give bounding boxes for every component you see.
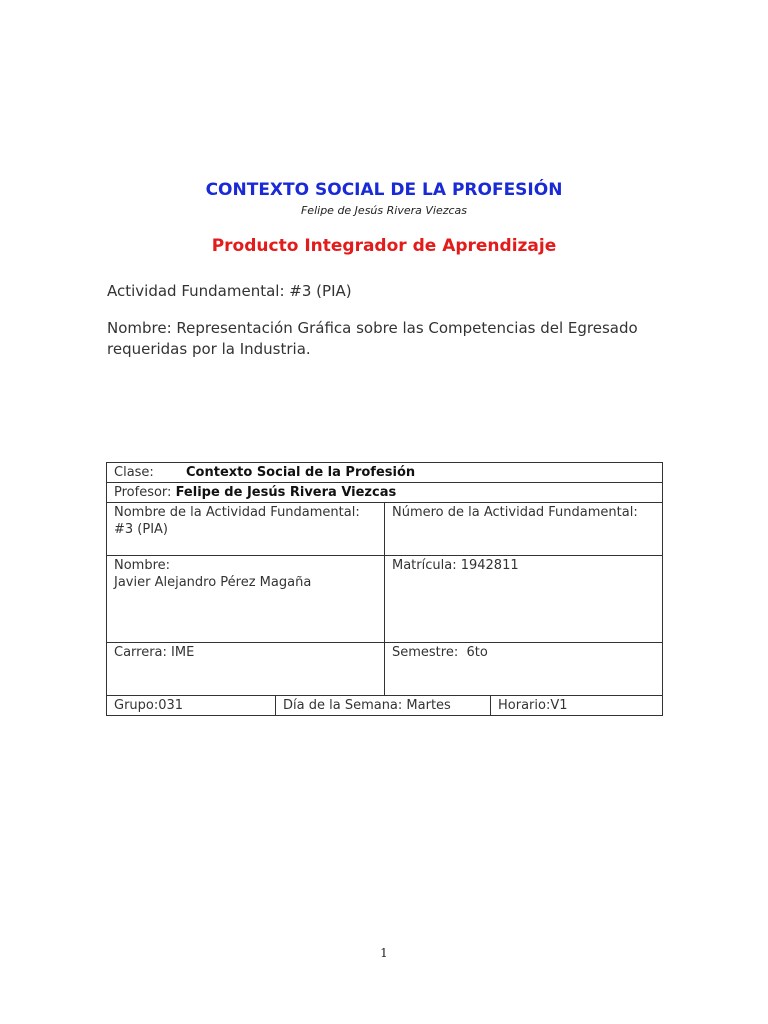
activity-number-label: Número de la Actividad Fundamental: <box>392 505 638 520</box>
student-name-value: Javier Alejandro Pérez Magaña <box>114 575 312 590</box>
activity-line: Actividad Fundamental: #3 (PIA) <box>107 282 352 300</box>
table-row-profesor <box>107 483 663 503</box>
student-name-label: Nombre: <box>114 558 171 573</box>
clase-value: Contexto Social de la Profesión <box>186 465 416 480</box>
document-title: CONTEXTO SOCIAL DE LA PROFESIÓN <box>205 180 563 200</box>
table-row-schedule <box>107 696 663 716</box>
activity-name-label: Nombre de la Actividad Fundamental: <box>114 505 360 520</box>
semestre-cell <box>385 643 663 696</box>
semestre-text: Semestre: 6to <box>392 645 488 660</box>
table-row-clase <box>107 463 663 483</box>
activity-number-cell <box>385 503 663 556</box>
clase-cell <box>107 463 663 483</box>
matricula-text: Matrícula: 1942811 <box>392 558 519 573</box>
student-name-cell <box>107 556 385 643</box>
horario-text: Horario:V1 <box>498 698 568 713</box>
table-row-student <box>107 556 663 643</box>
grupo-text: Grupo:031 <box>114 698 184 713</box>
activity-name-value: #3 (PIA) <box>114 522 169 537</box>
carrera-text: Carrera: IME <box>114 645 195 660</box>
table-row-carrera <box>107 643 663 696</box>
table-row-activity <box>107 503 663 556</box>
dia-cell <box>276 696 491 716</box>
dia-text: Día de la Semana: Martes <box>283 698 451 713</box>
grupo-cell <box>107 696 276 716</box>
product-title: Producto Integrador de Aprendizaje <box>211 236 557 256</box>
page-number: 1 <box>380 946 388 960</box>
matricula-cell <box>385 556 663 643</box>
clase-label: Clase: <box>114 465 154 480</box>
profesor-label: Profesor: <box>114 485 172 500</box>
activity-name-cell <box>107 503 385 556</box>
profesor-cell <box>107 483 663 503</box>
carrera-cell <box>107 643 385 696</box>
info-table <box>106 462 663 716</box>
activity-name-line: Nombre: Representación Gráfica sobre las Competencias del Egresado requeridas por la Industria. <box>107 319 638 358</box>
author-subtitle: Felipe de Jesús Rivera Viezcas <box>300 204 468 217</box>
profesor-value: Felipe de Jesús Rivera Viezcas <box>175 485 397 500</box>
horario-cell <box>491 696 663 716</box>
